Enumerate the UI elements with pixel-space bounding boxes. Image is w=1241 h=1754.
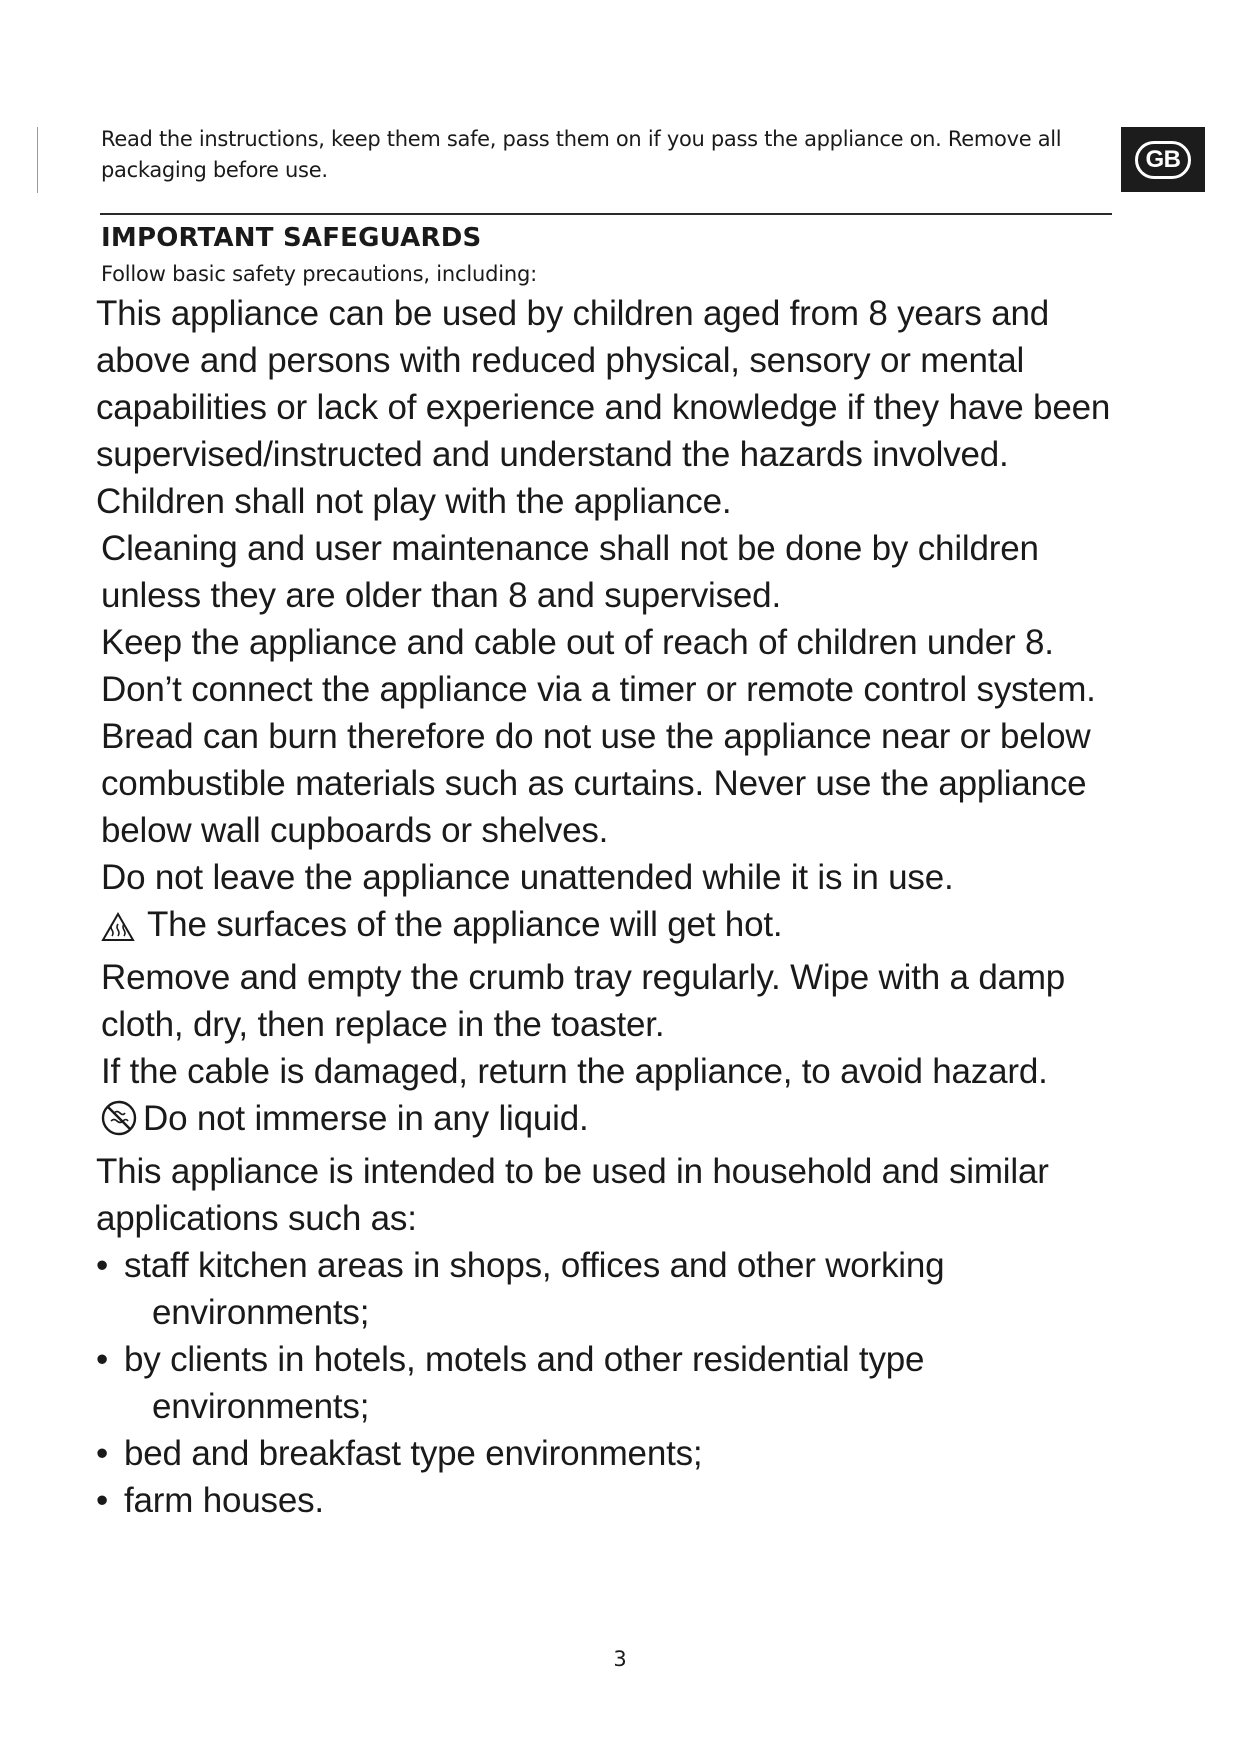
bullet-marker: • xyxy=(96,1434,109,1473)
page-number: 3 xyxy=(613,1647,627,1671)
paragraph-children-age: This appliance can be used by children aged from 8 years and above and persons with reduced physical, sensory or mental capabilities or lack of experience and knowledge if they have been supervised/instructed and understand the hazards involved. Children shall not play with the appliance. xyxy=(96,294,1111,521)
paragraph-crumb-tray: Remove and empty the crumb tray regularly. Wipe with a damp cloth, dry, then replace in the toaster. xyxy=(101,958,1066,1044)
section-divider xyxy=(100,213,1112,215)
language-badge xyxy=(1121,127,1205,192)
list-item-text: farm houses. xyxy=(124,1481,324,1520)
list-item xyxy=(96,1242,1136,1336)
paragraph-immerse xyxy=(96,1095,1136,1148)
margin-rule xyxy=(37,127,38,193)
language-badge-label: GB xyxy=(1135,141,1191,179)
paragraph-timer: Don’t connect the appliance via a timer or remote control system. xyxy=(101,670,1096,709)
list-item-continuation: environments; xyxy=(152,1293,370,1332)
hot-surfaces-text: The surfaces of the appliance will get hot. xyxy=(147,905,783,944)
section-heading: IMPORTANT SAFEGUARDS xyxy=(101,223,482,253)
usage-list xyxy=(96,1242,1136,1524)
intro-text: Read the instructions, keep them safe, pass them on if you pass the appliance on. Remove all packaging before use. xyxy=(101,127,1062,182)
paragraph-cable: If the cable is damaged, return the appliance, to avoid hazard. xyxy=(101,1052,1048,1091)
section-subheading: Follow basic safety precautions, including: xyxy=(101,262,537,286)
do-not-immerse-text: Do not immerse in any liquid. xyxy=(143,1099,589,1138)
paragraph-intended-use: This appliance is intended to be used in household and similar applications such as: xyxy=(96,1152,1049,1238)
list-item-text: by clients in hotels, motels and other residential type xyxy=(124,1340,925,1379)
list-item xyxy=(96,1477,1136,1524)
list-item xyxy=(96,1430,1136,1477)
paragraph-combustible: Bread can burn therefore do not use the appliance near or below combustible materials such as curtains. Never use the appliance below wall cupboards or shelves. xyxy=(101,717,1091,850)
bullet-marker: • xyxy=(96,1340,109,1379)
list-item-text: bed and breakfast type environments; xyxy=(124,1434,703,1473)
do-not-immerse-icon xyxy=(101,1100,137,1148)
list-item-text: staff kitchen areas in shops, offices and other working xyxy=(124,1246,945,1285)
paragraph-hot-surfaces xyxy=(96,901,1136,954)
paragraph-reach: Keep the appliance and cable out of reach of children under 8. xyxy=(101,623,1054,662)
list-item-continuation: environments; xyxy=(152,1387,370,1426)
hot-surface-warning-icon xyxy=(101,907,135,954)
bullet-marker: • xyxy=(96,1246,109,1285)
list-item xyxy=(96,1336,1136,1430)
paragraph-unattended: Do not leave the appliance unattended while it is in use. xyxy=(101,858,954,897)
paragraph-cleaning: Cleaning and user maintenance shall not be done by children unless they are older than 8 and supervised. xyxy=(101,529,1039,615)
bullet-marker: • xyxy=(96,1481,109,1520)
safeguards-body xyxy=(96,290,1136,1524)
